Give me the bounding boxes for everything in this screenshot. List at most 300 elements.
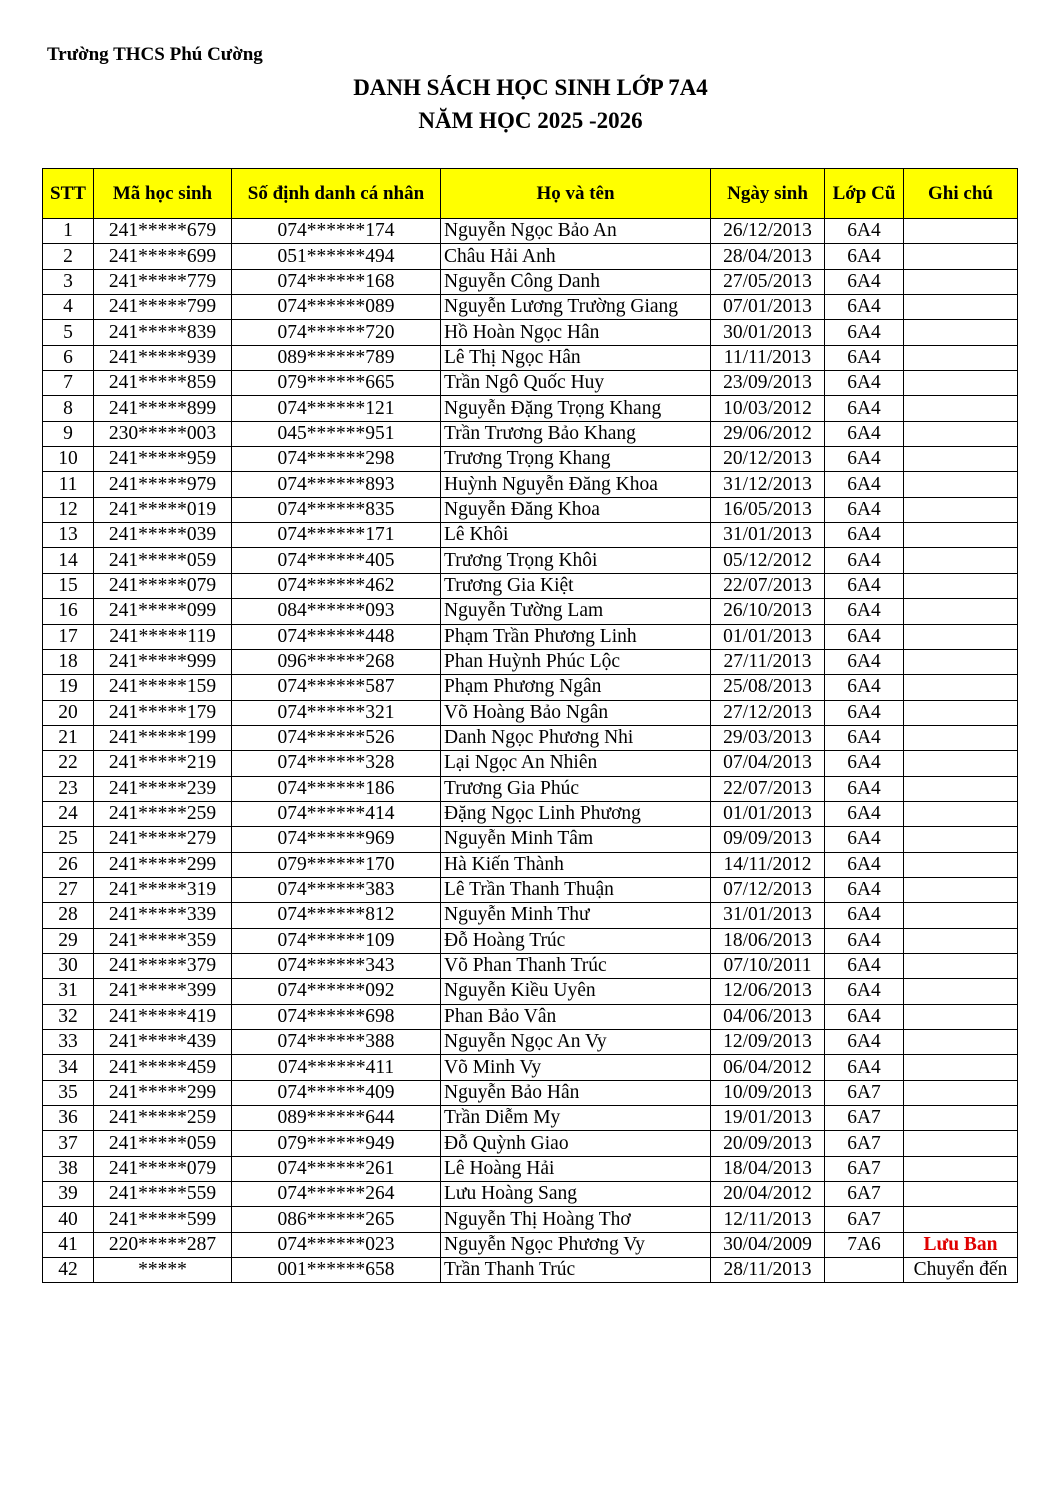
cell-personal-id: 074******414 (232, 801, 441, 826)
table-row (43, 573, 1018, 598)
cell-birth-date: 07/12/2013 (711, 877, 825, 902)
cell-personal-id: 089******789 (232, 345, 441, 370)
cell-full-name: Nguyễn Tường Lam (441, 599, 711, 624)
cell-birth-date: 07/01/2013 (711, 295, 825, 320)
cell-full-name: Đỗ Quỳnh Giao (441, 1131, 711, 1156)
cell-stt: 7 (43, 371, 94, 396)
cell-stt: 16 (43, 599, 94, 624)
cell-full-name: Lưu Hoàng Sang (441, 1182, 711, 1207)
cell-note (904, 523, 1018, 548)
cell-note (904, 1106, 1018, 1131)
col-header-birth-date: Ngày sinh (711, 169, 825, 219)
cell-stt: 24 (43, 801, 94, 826)
cell-stt: 34 (43, 1055, 94, 1080)
cell-old-class: 6A4 (825, 219, 904, 244)
cell-personal-id: 074******969 (232, 827, 441, 852)
table-row (43, 1030, 1018, 1055)
cell-personal-id: 074******089 (232, 295, 441, 320)
cell-student-code: 241*****779 (94, 269, 232, 294)
cell-stt: 5 (43, 320, 94, 345)
cell-note (904, 928, 1018, 953)
cell-note (904, 624, 1018, 649)
cell-birth-date: 25/08/2013 (711, 675, 825, 700)
cell-birth-date: 29/06/2012 (711, 421, 825, 446)
cell-student-code: 241*****099 (94, 599, 232, 624)
cell-note (904, 903, 1018, 928)
cell-full-name: Nguyễn Bảo Hân (441, 1080, 711, 1105)
cell-full-name: Lê Thị Ngọc Hân (441, 345, 711, 370)
cell-birth-date: 22/07/2013 (711, 573, 825, 598)
cell-full-name: Phan Bảo Vân (441, 1004, 711, 1029)
cell-birth-date: 27/11/2013 (711, 649, 825, 674)
cell-student-code: 241*****199 (94, 725, 232, 750)
col-header-full-name: Họ và tên (441, 169, 711, 219)
cell-personal-id: 079******170 (232, 852, 441, 877)
cell-stt: 39 (43, 1182, 94, 1207)
table-row (43, 979, 1018, 1004)
cell-birth-date: 05/12/2012 (711, 548, 825, 573)
cell-full-name: Nguyễn Thị Hoàng Thơ (441, 1207, 711, 1232)
cell-birth-date: 30/04/2009 (711, 1232, 825, 1257)
cell-student-code: 241*****379 (94, 953, 232, 978)
cell-birth-date: 22/07/2013 (711, 776, 825, 801)
cell-student-code: 241*****059 (94, 1131, 232, 1156)
cell-personal-id: 074******023 (232, 1232, 441, 1257)
cell-note (904, 1131, 1018, 1156)
cell-full-name: Trần Thanh Trúc (441, 1258, 711, 1283)
cell-stt: 1 (43, 219, 94, 244)
cell-note (904, 751, 1018, 776)
table-row (43, 1232, 1018, 1257)
cell-student-code: 241*****299 (94, 852, 232, 877)
table-row (43, 1258, 1018, 1283)
cell-stt: 35 (43, 1080, 94, 1105)
cell-full-name: Trần Ngô Quốc Huy (441, 371, 711, 396)
table-row (43, 371, 1018, 396)
cell-note (904, 1055, 1018, 1080)
cell-old-class: 6A4 (825, 421, 904, 446)
cell-birth-date: 20/09/2013 (711, 1131, 825, 1156)
cell-student-code: 241*****839 (94, 320, 232, 345)
cell-personal-id: 074******321 (232, 700, 441, 725)
cell-stt: 29 (43, 928, 94, 953)
cell-old-class: 6A4 (825, 345, 904, 370)
cell-student-code: 241*****059 (94, 548, 232, 573)
cell-full-name: Nguyễn Ngọc An Vy (441, 1030, 711, 1055)
cell-old-class: 6A4 (825, 877, 904, 902)
cell-old-class: 6A4 (825, 979, 904, 1004)
cell-old-class: 6A4 (825, 396, 904, 421)
cell-note (904, 497, 1018, 522)
cell-stt: 30 (43, 953, 94, 978)
table-row (43, 725, 1018, 750)
cell-stt: 36 (43, 1106, 94, 1131)
cell-student-code: ***** (94, 1258, 232, 1283)
cell-student-code: 241*****339 (94, 903, 232, 928)
cell-note (904, 269, 1018, 294)
cell-birth-date: 23/09/2013 (711, 371, 825, 396)
cell-stt: 10 (43, 447, 94, 472)
cell-birth-date: 12/09/2013 (711, 1030, 825, 1055)
cell-full-name: Hà Kiến Thành (441, 852, 711, 877)
cell-old-class: 6A4 (825, 1004, 904, 1029)
cell-old-class: 6A4 (825, 700, 904, 725)
cell-stt: 2 (43, 244, 94, 269)
cell-full-name: Trần Diễm My (441, 1106, 711, 1131)
cell-old-class: 6A4 (825, 295, 904, 320)
cell-student-code: 241*****399 (94, 979, 232, 1004)
cell-birth-date: 10/03/2012 (711, 396, 825, 421)
school-name: Trường THCS Phú Cường (47, 44, 263, 65)
cell-note (904, 371, 1018, 396)
cell-stt: 28 (43, 903, 94, 928)
cell-stt: 40 (43, 1207, 94, 1232)
cell-personal-id: 074******121 (232, 396, 441, 421)
cell-old-class: 6A4 (825, 1055, 904, 1080)
cell-full-name: Nguyễn Ngọc Phương Vy (441, 1232, 711, 1257)
cell-full-name: Lê Trần Thanh Thuận (441, 877, 711, 902)
cell-birth-date: 10/09/2013 (711, 1080, 825, 1105)
cell-student-code: 241*****079 (94, 573, 232, 598)
cell-stt: 14 (43, 548, 94, 573)
cell-stt: 41 (43, 1232, 94, 1257)
cell-full-name: Phạm Trần Phương Linh (441, 624, 711, 649)
cell-old-class: 6A4 (825, 523, 904, 548)
cell-birth-date: 18/06/2013 (711, 928, 825, 953)
cell-personal-id: 074******264 (232, 1182, 441, 1207)
school-year: NĂM HỌC 2025 -2026 (418, 108, 643, 133)
cell-student-code: 241*****959 (94, 447, 232, 472)
cell-full-name: Nguyễn Công Danh (441, 269, 711, 294)
cell-old-class: 7A6 (825, 1232, 904, 1257)
cell-stt: 20 (43, 700, 94, 725)
cell-note (904, 421, 1018, 446)
cell-student-code: 241*****039 (94, 523, 232, 548)
cell-birth-date: 01/01/2013 (711, 624, 825, 649)
cell-full-name: Hồ Hoàn Ngọc Hân (441, 320, 711, 345)
col-header-student-code: Mã học sinh (94, 169, 232, 219)
cell-old-class: 6A4 (825, 649, 904, 674)
cell-old-class: 6A4 (825, 827, 904, 852)
cell-student-code: 241*****239 (94, 776, 232, 801)
cell-note (904, 649, 1018, 674)
cell-student-code: 241*****599 (94, 1207, 232, 1232)
cell-full-name: Châu Hải Anh (441, 244, 711, 269)
table-row (43, 700, 1018, 725)
table-row (43, 827, 1018, 852)
cell-personal-id: 074******388 (232, 1030, 441, 1055)
cell-stt: 21 (43, 725, 94, 750)
cell-note (904, 345, 1018, 370)
cell-note (904, 219, 1018, 244)
table-row (43, 801, 1018, 826)
cell-personal-id: 074******261 (232, 1156, 441, 1181)
cell-note (904, 447, 1018, 472)
cell-note (904, 1004, 1018, 1029)
cell-full-name: Nguyễn Kiều Uyên (441, 979, 711, 1004)
table-body (43, 219, 1018, 1283)
table-row (43, 649, 1018, 674)
cell-old-class: 6A4 (825, 801, 904, 826)
cell-stt: 3 (43, 269, 94, 294)
table-row (43, 497, 1018, 522)
cell-note (904, 852, 1018, 877)
cell-personal-id: 074******720 (232, 320, 441, 345)
cell-birth-date: 28/11/2013 (711, 1258, 825, 1283)
cell-birth-date: 06/04/2012 (711, 1055, 825, 1080)
cell-personal-id: 074******411 (232, 1055, 441, 1080)
cell-birth-date: 30/01/2013 (711, 320, 825, 345)
cell-student-code: 241*****259 (94, 1106, 232, 1131)
cell-birth-date: 31/01/2013 (711, 523, 825, 548)
cell-personal-id: 084******093 (232, 599, 441, 624)
cell-full-name: Lại Ngọc An Nhiên (441, 751, 711, 776)
cell-note (904, 675, 1018, 700)
cell-personal-id: 074******092 (232, 979, 441, 1004)
cell-birth-date: 07/10/2011 (711, 953, 825, 978)
cell-stt: 11 (43, 472, 94, 497)
cell-personal-id: 074******409 (232, 1080, 441, 1105)
cell-note (904, 472, 1018, 497)
cell-old-class: 6A4 (825, 244, 904, 269)
col-header-old-class: Lớp Cũ (825, 169, 904, 219)
table-row (43, 396, 1018, 421)
cell-old-class: 6A7 (825, 1131, 904, 1156)
cell-old-class: 6A4 (825, 320, 904, 345)
cell-full-name: Huỳnh Nguyễn Đăng Khoa (441, 472, 711, 497)
cell-personal-id: 074******383 (232, 877, 441, 902)
cell-note: Chuyển đến (904, 1258, 1018, 1283)
cell-stt: 19 (43, 675, 94, 700)
cell-student-code: 241*****279 (94, 827, 232, 852)
cell-note (904, 1030, 1018, 1055)
table-row (43, 1207, 1018, 1232)
cell-personal-id: 074******698 (232, 1004, 441, 1029)
cell-stt: 4 (43, 295, 94, 320)
cell-stt: 27 (43, 877, 94, 902)
cell-personal-id: 074******343 (232, 953, 441, 978)
cell-personal-id: 074******405 (232, 548, 441, 573)
table-row (43, 928, 1018, 953)
cell-old-class: 6A4 (825, 725, 904, 750)
cell-old-class: 6A4 (825, 548, 904, 573)
cell-note (904, 1207, 1018, 1232)
cell-personal-id: 074******462 (232, 573, 441, 598)
cell-note (904, 700, 1018, 725)
cell-full-name: Nguyễn Đặng Trọng Khang (441, 396, 711, 421)
cell-personal-id: 074******893 (232, 472, 441, 497)
table-row (43, 599, 1018, 624)
cell-birth-date: 27/12/2013 (711, 700, 825, 725)
table-row (43, 1106, 1018, 1131)
cell-note (904, 877, 1018, 902)
col-header-note: Ghi chú (904, 169, 1018, 219)
cell-full-name: Nguyễn Ngọc Bảo An (441, 219, 711, 244)
cell-birth-date: 31/12/2013 (711, 472, 825, 497)
cell-birth-date: 07/04/2013 (711, 751, 825, 776)
cell-old-class: 6A4 (825, 776, 904, 801)
cell-birth-date: 14/11/2012 (711, 852, 825, 877)
cell-note: Lưu Ban (904, 1232, 1018, 1257)
cell-old-class: 6A4 (825, 751, 904, 776)
cell-full-name: Danh Ngọc Phương Nhi (441, 725, 711, 750)
cell-full-name: Đặng Ngọc Linh Phương (441, 801, 711, 826)
table-row (43, 1131, 1018, 1156)
cell-personal-id: 074******298 (232, 447, 441, 472)
table-row (43, 219, 1018, 244)
cell-note (904, 776, 1018, 801)
table-row (43, 877, 1018, 902)
cell-full-name: Võ Phan Thanh Trúc (441, 953, 711, 978)
table-row (43, 776, 1018, 801)
cell-student-code: 241*****459 (94, 1055, 232, 1080)
cell-birth-date: 04/06/2013 (711, 1004, 825, 1029)
cell-stt: 32 (43, 1004, 94, 1029)
cell-old-class: 6A4 (825, 852, 904, 877)
cell-birth-date: 27/05/2013 (711, 269, 825, 294)
table-row (43, 624, 1018, 649)
cell-birth-date: 26/10/2013 (711, 599, 825, 624)
cell-personal-id: 074******835 (232, 497, 441, 522)
cell-stt: 9 (43, 421, 94, 446)
cell-personal-id: 096******268 (232, 649, 441, 674)
cell-old-class: 6A4 (825, 599, 904, 624)
table-row (43, 320, 1018, 345)
cell-old-class (825, 1258, 904, 1283)
cell-full-name: Phạm Phương Ngân (441, 675, 711, 700)
cell-birth-date: 20/12/2013 (711, 447, 825, 472)
cell-old-class: 6A4 (825, 269, 904, 294)
table-row (43, 852, 1018, 877)
cell-student-code: 241*****359 (94, 928, 232, 953)
cell-personal-id: 074******168 (232, 269, 441, 294)
table-row (43, 751, 1018, 776)
cell-stt: 33 (43, 1030, 94, 1055)
cell-personal-id: 074******109 (232, 928, 441, 953)
cell-birth-date: 01/01/2013 (711, 801, 825, 826)
cell-note (904, 979, 1018, 1004)
cell-note (904, 295, 1018, 320)
cell-note (904, 573, 1018, 598)
table-row (43, 295, 1018, 320)
cell-personal-id: 074******448 (232, 624, 441, 649)
cell-full-name: Võ Minh Vy (441, 1055, 711, 1080)
cell-student-code: 241*****259 (94, 801, 232, 826)
cell-birth-date: 12/11/2013 (711, 1207, 825, 1232)
cell-student-code: 241*****679 (94, 219, 232, 244)
cell-note (904, 801, 1018, 826)
cell-stt: 37 (43, 1131, 94, 1156)
cell-old-class: 6A4 (825, 573, 904, 598)
cell-personal-id: 089******644 (232, 1106, 441, 1131)
cell-student-code: 241*****299 (94, 1080, 232, 1105)
cell-note (904, 1080, 1018, 1105)
table-row (43, 1080, 1018, 1105)
cell-student-code: 241*****219 (94, 751, 232, 776)
cell-student-code: 241*****799 (94, 295, 232, 320)
cell-note (904, 548, 1018, 573)
cell-old-class: 6A4 (825, 447, 904, 472)
cell-birth-date: 09/09/2013 (711, 827, 825, 852)
cell-old-class: 6A4 (825, 953, 904, 978)
cell-full-name: Trương Trọng Khôi (441, 548, 711, 573)
cell-full-name: Nguyễn Đăng Khoa (441, 497, 711, 522)
table-row (43, 345, 1018, 370)
cell-old-class: 6A7 (825, 1106, 904, 1131)
cell-personal-id: 086******265 (232, 1207, 441, 1232)
cell-personal-id: 074******587 (232, 675, 441, 700)
cell-personal-id: 074******171 (232, 523, 441, 548)
cell-birth-date: 31/01/2013 (711, 903, 825, 928)
cell-student-code: 241*****899 (94, 396, 232, 421)
cell-stt: 12 (43, 497, 94, 522)
cell-student-code: 241*****159 (94, 675, 232, 700)
cell-full-name: Trương Gia Kiệt (441, 573, 711, 598)
table-row (43, 447, 1018, 472)
cell-full-name: Trương Trọng Khang (441, 447, 711, 472)
cell-student-code: 241*****979 (94, 472, 232, 497)
cell-full-name: Trương Gia Phúc (441, 776, 711, 801)
cell-note (904, 320, 1018, 345)
table-row (43, 548, 1018, 573)
table-row (43, 1182, 1018, 1207)
cell-stt: 38 (43, 1156, 94, 1181)
cell-old-class: 6A4 (825, 624, 904, 649)
cell-stt: 25 (43, 827, 94, 852)
cell-personal-id: 079******665 (232, 371, 441, 396)
cell-student-code: 241*****939 (94, 345, 232, 370)
cell-full-name: Phan Huỳnh Phúc Lộc (441, 649, 711, 674)
cell-student-code: 241*****999 (94, 649, 232, 674)
cell-student-code: 241*****419 (94, 1004, 232, 1029)
cell-old-class: 6A4 (825, 928, 904, 953)
cell-birth-date: 18/04/2013 (711, 1156, 825, 1181)
cell-old-class: 6A4 (825, 903, 904, 928)
cell-stt: 42 (43, 1258, 94, 1283)
cell-personal-id: 074******186 (232, 776, 441, 801)
table-row (43, 675, 1018, 700)
table-row (43, 523, 1018, 548)
cell-note (904, 1182, 1018, 1207)
cell-student-code: 241*****699 (94, 244, 232, 269)
cell-old-class: 6A4 (825, 371, 904, 396)
cell-old-class: 6A7 (825, 1207, 904, 1232)
cell-stt: 13 (43, 523, 94, 548)
cell-birth-date: 26/12/2013 (711, 219, 825, 244)
cell-student-code: 241*****019 (94, 497, 232, 522)
cell-old-class: 6A4 (825, 1030, 904, 1055)
cell-birth-date: 11/11/2013 (711, 345, 825, 370)
cell-stt: 18 (43, 649, 94, 674)
student-table (42, 168, 1018, 1283)
cell-full-name: Nguyễn Lương Trường Giang (441, 295, 711, 320)
table-row (43, 1156, 1018, 1181)
cell-birth-date: 20/04/2012 (711, 1182, 825, 1207)
cell-birth-date: 12/06/2013 (711, 979, 825, 1004)
cell-full-name: Trần Trương Bảo Khang (441, 421, 711, 446)
cell-full-name: Đỗ Hoàng Trúc (441, 928, 711, 953)
cell-personal-id: 045******951 (232, 421, 441, 446)
cell-note (904, 827, 1018, 852)
cell-full-name: Lê Hoàng Hải (441, 1156, 711, 1181)
cell-stt: 15 (43, 573, 94, 598)
table-row (43, 903, 1018, 928)
cell-note (904, 953, 1018, 978)
cell-birth-date: 19/01/2013 (711, 1106, 825, 1131)
col-header-stt: STT (43, 169, 94, 219)
cell-personal-id: 074******174 (232, 219, 441, 244)
cell-personal-id: 001******658 (232, 1258, 441, 1283)
